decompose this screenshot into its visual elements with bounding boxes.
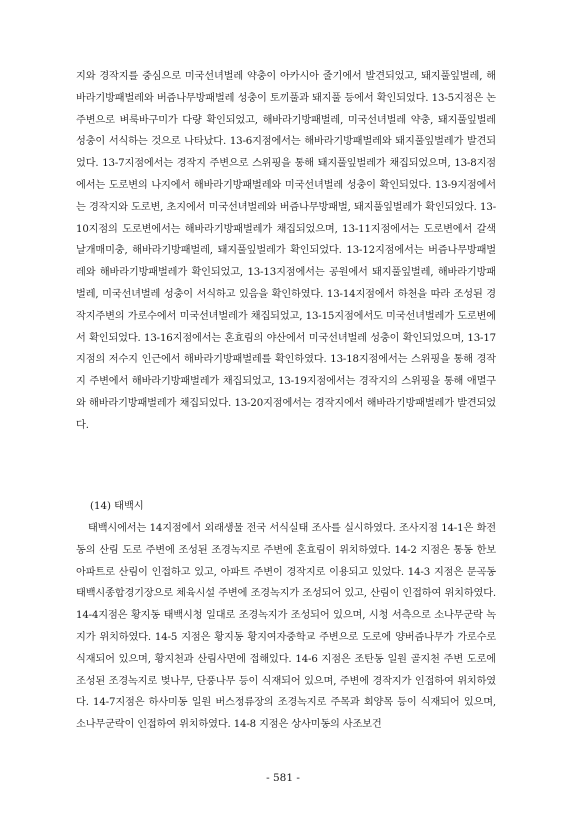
section-heading-taebaek: (14) 태백시 [90, 501, 144, 512]
body-paragraph-2: 태백시에서는 14지점에서 외래생물 전국 서식실태 조사를 실시하였다. 조사지점 14-1은 화전동의 산림 도로 주변에 조성된 조경녹지로 주변에 혼효림이 위치하였다. 14-2 지점은 통동 한보아파트로 산림이 인접하고 있고, 아파트 주변이 경작지로 이용되고 있었다. 14-3 지점은 문곡동 태백시종합경기장으로 체육시설 주변에 조경녹지가 조성되어 있고, 산림이 인접하여 위치하였다. 14-4지점은 황지동 태백시청 일대로 조경녹지가 조성되어 있으며, 시청 서측으로 소나무군락 녹지가 위치하였다. 14-5 지점은 황지동 황지여자중학교 주변으로 도로에 양버즘나무가 가로수로 식재되어 있으며, 황지천과 산림사면에 접해있다. 14-6 지점은 조탄동 일원 골지천 주변 도로에 조성된 조경녹지로 벚나무, 단풍나무 등이 식재되어 있으며, 주변에 경작지가 인접하여 위치하였다. 14-7지점은 하사미동 일원 버스정류장의 조경녹지로 주목과 회양목 등이 식재되어 있으며, 소나무군락이 인접하여 위치하였다. 14-8 지점은 상사미동의 사조보건 [76, 523, 496, 731]
body-paragraph-1: 지와 경작지를 중심으로 미국선녀벌레 약충이 아카시아 줄기에서 발견되었고, 돼지풀잎벌레, 해바라기방패벌레와 버즘나무방패벌레 성충이 토끼풀과 돼지풀 등에서 확인되었다. 13-5지점은 논 주변으로 벼룩바구미가 다량 확인되었고, 해바라기방패벌레, 미국선녀벌레 약충, 돼지풀잎벌레 성충이 서식하는 것으로 나타났다. 13-6지점에서는 해바라기방패벌레와 돼지풀잎벌레가 발견되었다. 13-7지점에서는 경작지 주변으로 스위핑을 통해 돼지풀잎벌레가 채집되었으며, 13-8지점에서는 도로변의 나지에서 해바라기방패벌레와 미국선녀벌레 성충이 확인되었다. 13-9지점에서는 경작지와 도로변, 초지에서 미국선녀벌레와 버즘나무방패벌, 돼지풀잎벌레가 확인되었다. 13-10지점의 도로변에서는 해바라기방패벌레가 채집되었으며, 13-11지점에서는 도로변에서 갈색날개매미충, 해바라기방패벌레, 돼지풀잎벌레가 확인되었다. 13-12지점에서는 버즘나무방패벌레와 해바라기방패벌레가 확인되었고, 13-13지점에서는 공원에서 돼지풀잎벌레, 해바라기방패벌레, 미국선녀벌레 성충이 서식하고 있음을 확인하였다. 13-14지점에서 하천을 따라 조성된 경작지주변의 가로수에서 미국선녀벌레가 채집되었고, 13-15지점에서도 미국선녀벌레가 도로변에서 확인되었다. 13-16지점에서는 혼효림의 야산에서 미국선녀벌레 성충이 확인되었으며, 13-17지점의 저수지 인근에서 해바라기방패벌레를 확인하였다. 13-18지점에서는 스위핑을 통해 경작지 주변에서 해바라기방패벌레가 채집되었고, 13-19지점에서는 경작지의 스위핑을 통해 애멸구와 해바라기방패벌레가 채집되었다. 13-20지점에서는 경작지에서 해바라기방패벌레가 발견되었다. [76, 71, 496, 431]
page-number: - 581 - [266, 772, 300, 784]
